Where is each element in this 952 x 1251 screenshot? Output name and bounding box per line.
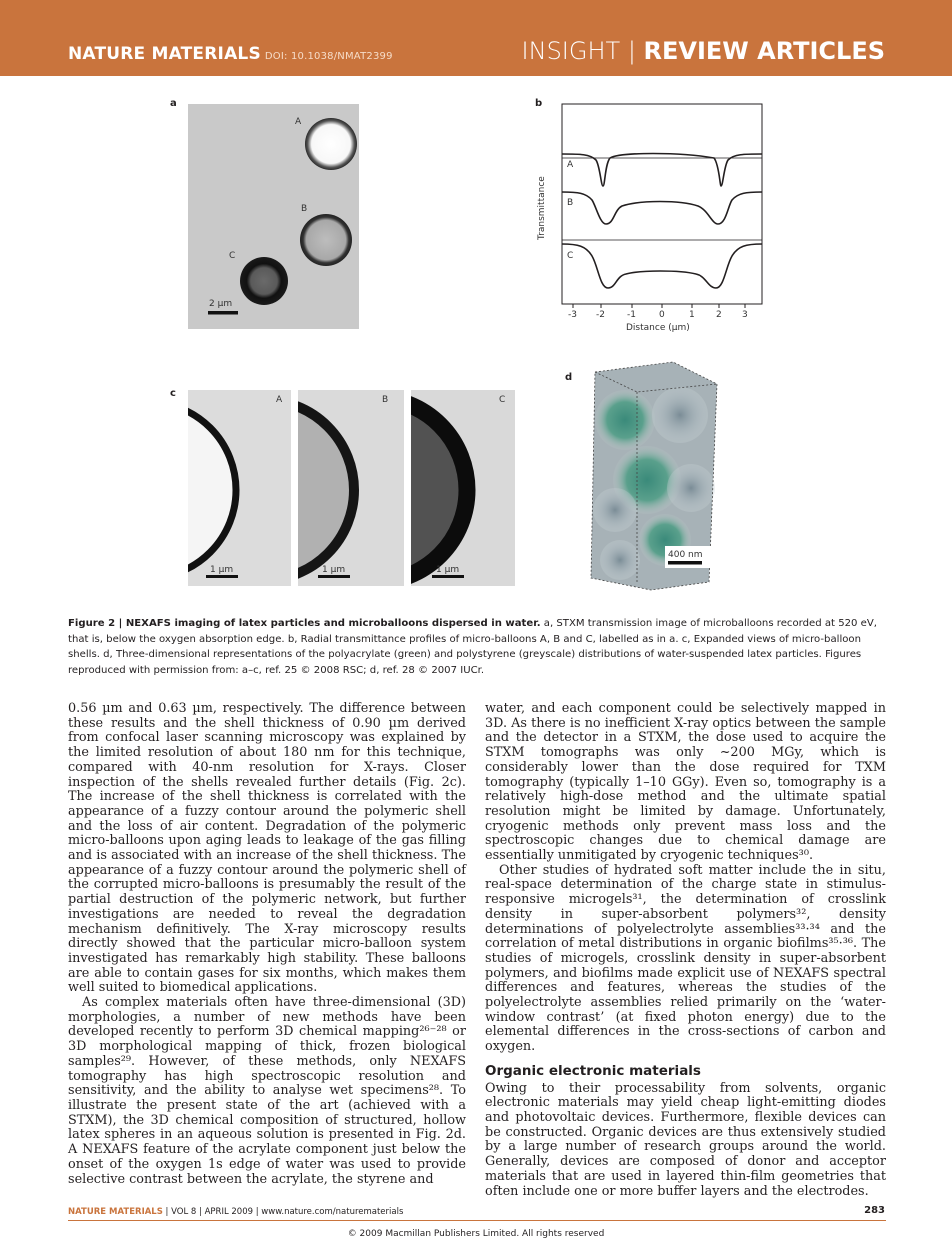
plot-frame [562, 104, 762, 304]
panel-b-plot [530, 100, 770, 340]
scale-bar [208, 311, 238, 315]
x-tick-label: -3 [568, 310, 577, 320]
paragraph: water, and each component could be selectively mapped in 3D. As there is no inefficient X-ray optics between the sample and the detector in a STXM, the dose used to acquire the STXM tomographs was only ~200 MGy, which is considerably lower than the dose required for TXM tomography (typically 1–10 GGy). Even so, tomography is a relatively high-dose method and the ultimate spatial resolution might be limited by damage. Unfortunately, cryogenic methods only prevent mass loss and the spectroscopic changes due to chemical damage are essentially unmitigated by cryogenic techniques³⁰. [485, 701, 886, 864]
scale-bar [432, 575, 464, 578]
page-number: 283 [864, 1205, 885, 1216]
x-tick-label: 3 [742, 310, 748, 320]
scale-bar [206, 575, 238, 578]
section-title: INSIGHT | REVIEW ARTICLES [521, 37, 885, 65]
panel-c-image-b [298, 390, 404, 586]
paragraph: 0.56 µm and 0.63 µm, respectively. The difference between these results and the shell thickness of 0.90 µm derived from confocal laser scanning microscopy was explained by the limited resolution of about 180 nm for this technique, compared with 40-nm resolution for X-rays. Closer inspection of the shells revealed further details (Fig. 2c). The increase of the shell thickness is correlated with the appearance of a fuzzy contour around the polymeric shell and the loss of air content. Degradation of the polymeric micro-balloons upon aging leads to leakage of the gas filling and is associated with an increase of the shell thickness. The appearance of a fuzzy contour around the polymeric shell of the corrupted micro-balloons is presumably the result of the partial destruction of the polymeric network, but further investigations are needed to reveal the degradation mechanism definitively. The X-ray microscopy results directly showed that the particular micro-balloon system investigated has remarkably high stability. These balloons are able to contain gases for six months, which makes them well suited to biomedical applications. [68, 701, 466, 996]
curve-label-b: B [567, 198, 574, 208]
x-tick-label: 0 [659, 310, 665, 320]
scale-bar-label: 1 µm [210, 565, 234, 575]
x-tick-label: -1 [627, 310, 636, 320]
paragraph: Other studies of hydrated soft matter include the in situ, real-space determination of the charge state in stimulus-responsive microgels³¹, the determination of crosslink density in super-absorbent polymers³², density determinations of polyelectrolyte assemblies³³·³⁴ and the correlation of metal distributions in organic biofilms³⁵·³⁶. The studies of microgels, crosslink density in super-absorbent polymers, and biofilms made explicit use of NEXAFS spectral differences and features, whereas the studies of the polyelectrolyte assemblies relied primarily on the ‘water-window contrast’ (at fixed photon energy) due to the elemental differences in the cross-sections of carbon and oxygen. [485, 862, 886, 1055]
label-b: B [382, 395, 389, 405]
panel-d-letter: d [565, 372, 573, 383]
scale-bar-label: 1 µm [322, 565, 346, 575]
panel-c-image-c [411, 390, 515, 586]
label-b: B [301, 204, 308, 214]
x-tick-label: -2 [596, 310, 605, 320]
scale-bar [668, 561, 702, 565]
panel-b-letter: b [535, 98, 543, 109]
balloon-b [300, 214, 352, 266]
right-column [485, 702, 886, 1199]
footer-divider [68, 1220, 886, 1221]
scale-bar-label: 1 µm [436, 565, 460, 575]
label-c: C [499, 395, 506, 405]
x-axis-label: Distance (µm) [626, 323, 690, 333]
panel-a-image [188, 104, 359, 329]
label-a: A [276, 395, 283, 405]
footer-info: NATURE MATERIALS | VOL 8 | APRIL 2009 | www.nature.com/naturematerials [68, 1207, 404, 1217]
label-c: C [229, 251, 236, 261]
panel-d-render [585, 360, 725, 592]
left-column [68, 702, 466, 1187]
x-ticks [573, 304, 745, 308]
figure-caption [68, 616, 886, 678]
curve-label-c: C [567, 251, 574, 261]
scale-bar-label: 400 nm [668, 550, 703, 560]
paragraph: As complex materials often have three-dimensional (3D) morphologies, a number of new methods have been developed recently to perform 3D chemical mapping²⁶⁻²⁸ or 3D morphological mapping of thick, frozen biological samples²⁹. However, of these methods, only NEXAFS tomography has high spectroscopic resolution and sensitivity, and the ability to analyse wet specimens²⁸. To illustrate the present state of the art (achieved with a STXM), the 3D chemical composition of structured, hollow latex spheres in an aqueous solution is presented in Fig. 2d. A NEXAFS feature of the acrylate component just below the onset of the oxygen 1s edge of water was used to provide selective contrast between the acrylate, the styrene and [68, 995, 466, 1187]
panel-c-image-a [188, 390, 291, 586]
journal-name: NATURE MATERIALS DOI: 10.1038/NMAT2399 [68, 44, 393, 64]
y-axis-label: Transmittance [537, 176, 547, 240]
label-a: A [295, 117, 302, 127]
paragraph: Owing to their processability from solvents, organic electronic materials may yield cheap light-emitting diodes and photovoltaic devices. Furthermore, flexible devices can be constructed. Organic devices are thus extensively studied by a large number of research groups around the world. Generally, devices are composed of donor and acceptor materials that are used in layered thin-film geometries that often include one or more buffer layers and the electrodes. [485, 1080, 886, 1199]
curve-c [562, 244, 762, 288]
x-tick-label: 1 [689, 310, 695, 320]
caption-body: a, STXM transmission image of microballoons recorded at 520 eV, that is, below the oxygen absorption edge. b, Radial transmittance profiles of micro-balloons A, B and C, labelled as in a. c, Expanded views of micro-balloon shells. d, Three-dimensional representations of the polyacrylate (green) and polystyrene (greyscale) distributions of water-suspended latex particles. Figures reproduced with permission from: a–c, ref. 25 © 2008 RSC; d, ref. 28 © 2007 IUCr. [68, 618, 878, 676]
doi: DOI: 10.1038/NMAT2399 [264, 51, 393, 62]
panel-a-letter: a [170, 98, 177, 109]
scale-bar [318, 575, 350, 578]
curve-b [562, 192, 762, 224]
panel-c-letter: c [170, 388, 176, 399]
balloon-a [305, 118, 357, 170]
x-tick-label: 2 [716, 310, 722, 320]
balloon-c [240, 257, 288, 305]
scale-bar-label: 2 µm [209, 299, 233, 309]
caption-title: Figure 2 | NEXAFS imaging of latex particles and microballoons dispersed in water. [68, 618, 541, 629]
curve-label-a: A [567, 160, 574, 170]
section-heading: Organic electronic materials [485, 1062, 701, 1079]
copyright: © 2009 Macmillan Publishers Limited. All rights reserved [347, 1229, 605, 1239]
